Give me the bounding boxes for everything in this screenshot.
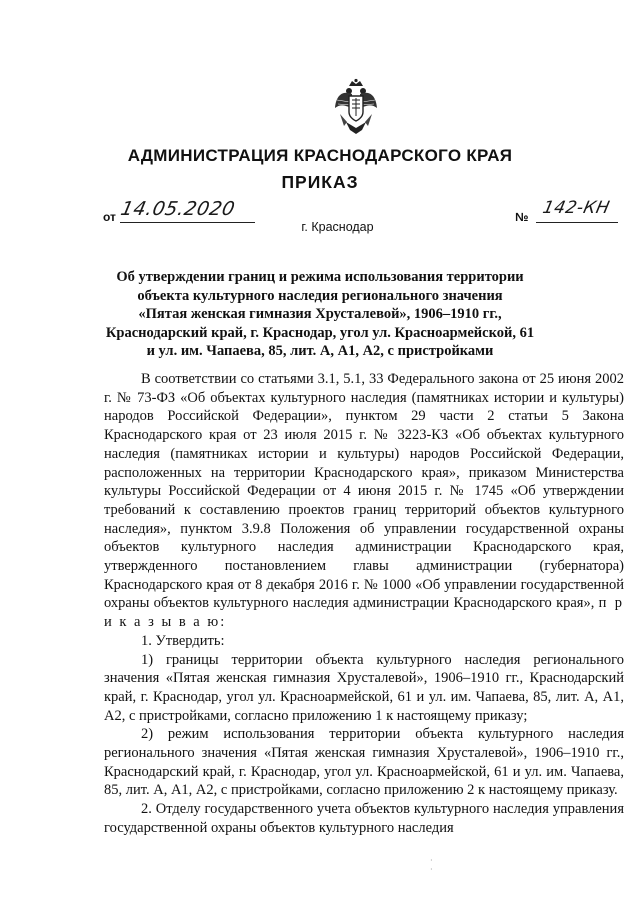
scan-artifact: · · xyxy=(430,856,433,874)
document-heading xyxy=(80,268,560,361)
date-label: от xyxy=(103,210,116,224)
item-1-2: 2) режим использования территории объекта культурного наследия регионального значения «Пятая женская гимназия Хрусталевой», 1906–1910 гг., Краснодарский край, г. Краснодар, угол ул. Красноармейской, 61 и ул. им. Чапаева, 85, лит. А, А1, А2, с пристройками, согласно приложению 2 к настоящему приказу. xyxy=(104,726,624,799)
heading-line: Краснодарский край, г. Краснодар, угол ул. Красноармейской, 61 xyxy=(105,324,535,341)
organization-title: АДМИНИСТРАЦИЯ КРАСНОДАРСКОГО КРАЯ xyxy=(127,146,513,165)
preamble-paragraph xyxy=(104,370,624,632)
city-line: г. Краснодар xyxy=(301,220,374,234)
number-label: № xyxy=(515,210,529,224)
heading-line: «Пятая женская гимназия Хрусталевой», 1906–1910 гг., xyxy=(138,306,502,323)
handwritten-date: 14.05.2020 xyxy=(118,198,238,220)
document-body xyxy=(104,370,624,838)
item-1: 1. Утвердить: xyxy=(141,632,225,649)
heading-line: и ул. им. Чапаева, 85, лит. А, А1, А2, с пристройками xyxy=(146,343,494,360)
item-2: 2. Отделу государственного учета объектов культурного наследия управления государственной охраны объектов культурного наследия xyxy=(104,801,624,836)
item-1-1: 1) границы территории объекта культурного наследия регионального значения «Пятая женская гимназия Хрусталевой», 1906–1910 гг., Краснодарский край, г. Краснодар, угол ул. Красноармейской, 61 и ул. им. Чапаева, 85, лит. А, А1, А2, с пристройками, согласно приложению 1 к настоящему приказу; xyxy=(104,651,624,724)
coat-of-arms-icon xyxy=(332,78,380,136)
preamble-text: В соответствии со статьями 3.1, 5.1, 33 Федерального закона от 25 июня 2002 г. № 73-ФЗ «Об объектах культурного наследия (памятниках истории и культуры) народов Российской Федерации», пунктом 29 части 2 статьи 5 Закона Краснодарского края от 23 июля 2015 г. № 3223-КЗ «Об объектах культурного наследия (памятниках истории и культуры) народов Российской Федерации, расположенных на территории Краснодарского края», приказом Министерства культуры Российской Федерации от 4 июня 2015 г. № 1745 «Об утверждении требований к составлению проектов границ территорий объектов культурного наследия», пунктом 3.9.8 Положения об управлении государственной охраны объектов культурного наследия администрации Краснодарского края, утвержденного постановлением главы администрации (губернатора) Краснодарского края от 8 декабря 2016 г. № 1000 «Об управлении государственной охраны объектов культурного наследия администрации Краснодарского края», xyxy=(104,371,624,612)
document-type: ПРИКАЗ xyxy=(281,172,359,192)
heading-line: объекта культурного наследия регионального значения xyxy=(137,287,503,304)
handwritten-number: 142-КН xyxy=(540,198,612,218)
heading-line: Об утверждении границ и режима использования территории xyxy=(116,269,524,285)
order-word: п р и к а з ы в а ю: xyxy=(104,595,624,631)
